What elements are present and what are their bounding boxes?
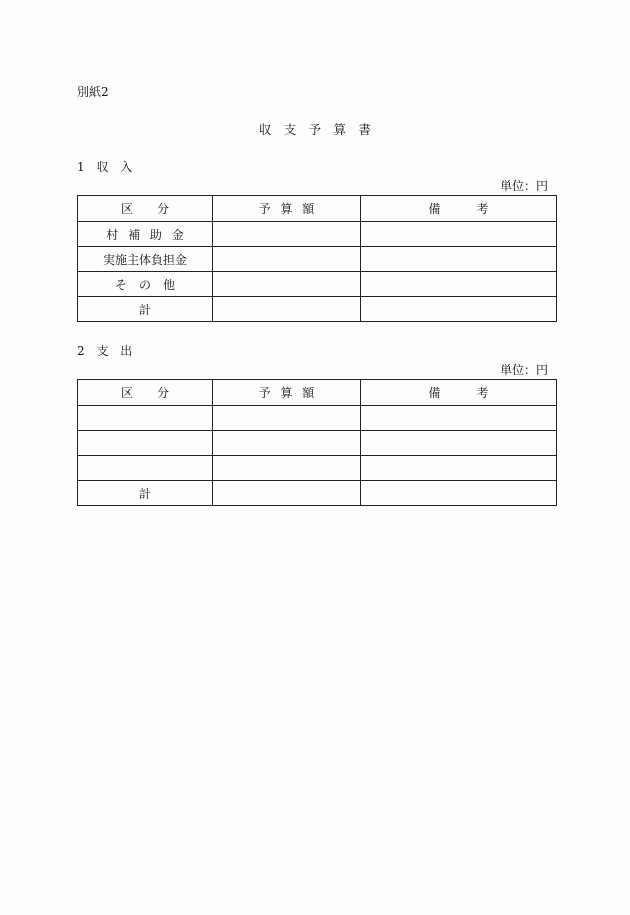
budget-cell	[213, 297, 361, 322]
table-row	[78, 406, 557, 431]
column-header-budget: 予 算 額	[213, 380, 361, 406]
row-label	[78, 431, 213, 456]
budget-cell	[213, 406, 361, 431]
remarks-cell	[361, 481, 557, 506]
income-heading: 1 収 入	[77, 160, 133, 174]
attachment-label: 別紙2	[77, 85, 109, 99]
budget-cell	[213, 456, 361, 481]
column-header-remarks: 備 考	[361, 380, 557, 406]
budget-cell	[213, 247, 361, 272]
income-table	[77, 195, 557, 322]
budget-cell	[213, 481, 361, 506]
remarks-cell	[361, 247, 557, 272]
budget-cell	[213, 272, 361, 297]
total-label: 計	[78, 481, 213, 506]
expense-unit-label: 単位：円	[499, 363, 548, 377]
remarks-cell	[361, 272, 557, 297]
expense-table	[77, 379, 557, 506]
table-row	[78, 456, 557, 481]
expense-heading: 2 支 出	[77, 344, 133, 358]
row-label	[78, 406, 213, 431]
table-row	[78, 431, 557, 456]
row-label: そ の 他	[78, 272, 213, 297]
column-header-category: 区 分	[78, 196, 213, 222]
remarks-cell	[361, 406, 557, 431]
remarks-cell	[361, 222, 557, 247]
table-row	[78, 222, 557, 247]
table-header-row	[78, 196, 557, 222]
budget-cell	[213, 222, 361, 247]
row-label: 村 補 助 金	[78, 222, 213, 247]
remarks-cell	[361, 456, 557, 481]
column-header-remarks: 備 考	[361, 196, 557, 222]
remarks-cell	[361, 431, 557, 456]
table-total-row	[78, 481, 557, 506]
row-label: 実施主体負担金	[78, 247, 213, 272]
remarks-cell	[361, 297, 557, 322]
row-label	[78, 456, 213, 481]
income-unit-label: 単位：円	[499, 179, 548, 193]
total-label: 計	[78, 297, 213, 322]
table-total-row	[78, 297, 557, 322]
table-row	[78, 247, 557, 272]
table-header-row	[78, 380, 557, 406]
column-header-category: 区 分	[78, 380, 213, 406]
budget-cell	[213, 431, 361, 456]
page-title: 収 支 予 算 書	[258, 122, 372, 137]
column-header-budget: 予 算 額	[213, 196, 361, 222]
table-row	[78, 272, 557, 297]
